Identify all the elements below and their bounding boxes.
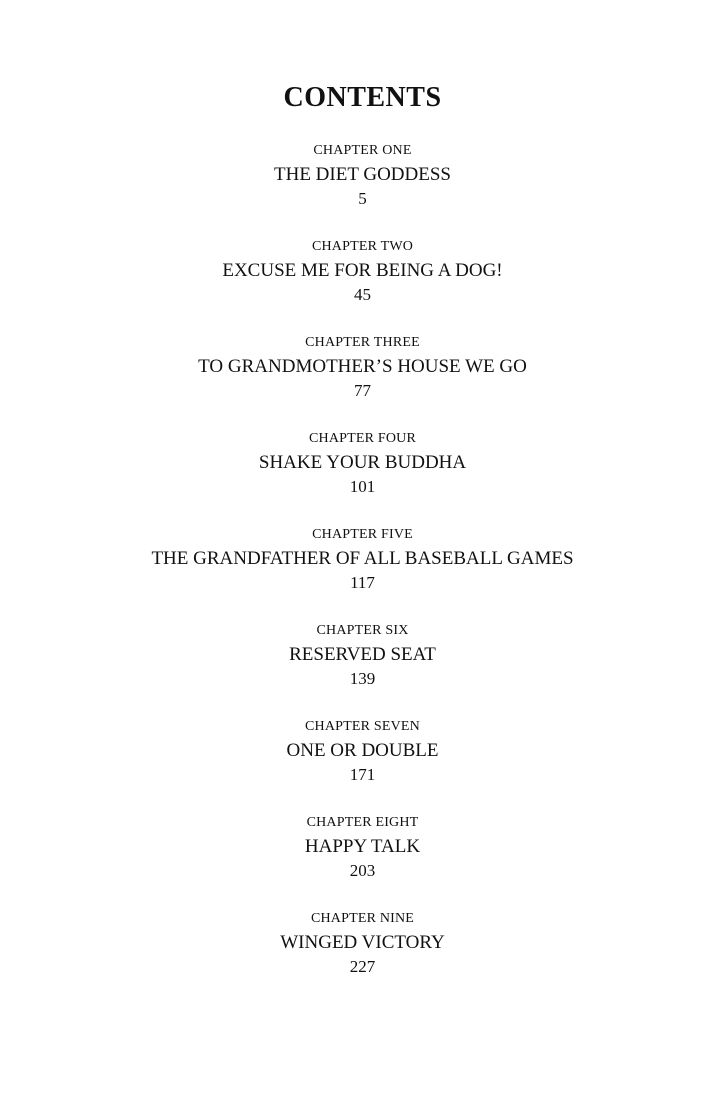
page-title: CONTENTS <box>283 82 442 113</box>
chapter-label: CHAPTER EIGHT <box>306 815 419 830</box>
chapter-page-number: 227 <box>349 957 376 976</box>
chapter-label: CHAPTER THREE <box>305 335 420 350</box>
chapter-title: THE GRANDFATHER OF ALL BASEBALL GAMES <box>151 548 574 569</box>
contents-entry-5 <box>0 524 725 620</box>
chapter-title: THE DIET GODDESS <box>274 164 451 185</box>
chapter-page-number: 171 <box>349 765 376 784</box>
chapter-page-number: 139 <box>349 669 376 688</box>
contents-entry-3 <box>0 332 725 428</box>
chapter-label: CHAPTER SIX <box>316 623 409 638</box>
chapter-page-number: 5 <box>358 189 367 208</box>
contents-entry-2 <box>0 236 725 332</box>
contents-entry-7 <box>0 716 725 812</box>
chapter-page-number: 203 <box>349 861 376 880</box>
chapter-label: CHAPTER SEVEN <box>305 719 420 734</box>
chapter-title: ONE OR DOUBLE <box>286 740 439 761</box>
chapter-page-number: 45 <box>354 285 371 304</box>
contents-list <box>0 140 725 1004</box>
contents-entry-6 <box>0 620 725 716</box>
contents-entry-8 <box>0 812 725 908</box>
chapter-page-number: 101 <box>349 477 376 496</box>
chapter-page-number: 117 <box>350 573 375 592</box>
chapter-title: HAPPY TALK <box>304 836 421 857</box>
chapter-title: WINGED VICTORY <box>280 932 445 953</box>
chapter-label: CHAPTER NINE <box>310 911 415 926</box>
chapter-title: RESERVED SEAT <box>289 644 436 665</box>
chapter-title: EXCUSE ME FOR BEING A DOG! <box>222 260 503 281</box>
contents-entry-4 <box>0 428 725 524</box>
contents-entry-1 <box>0 140 725 236</box>
chapter-label: CHAPTER TWO <box>311 239 414 254</box>
contents-entry-9 <box>0 908 725 1004</box>
chapter-title: SHAKE YOUR BUDDHA <box>258 452 467 473</box>
chapter-page-number: 77 <box>354 381 371 400</box>
chapter-label: CHAPTER ONE <box>313 143 412 158</box>
chapter-label: CHAPTER FIVE <box>312 527 413 542</box>
chapter-label: CHAPTER FOUR <box>308 431 417 446</box>
chapter-title: TO GRANDMOTHER’S HOUSE WE GO <box>198 356 527 377</box>
